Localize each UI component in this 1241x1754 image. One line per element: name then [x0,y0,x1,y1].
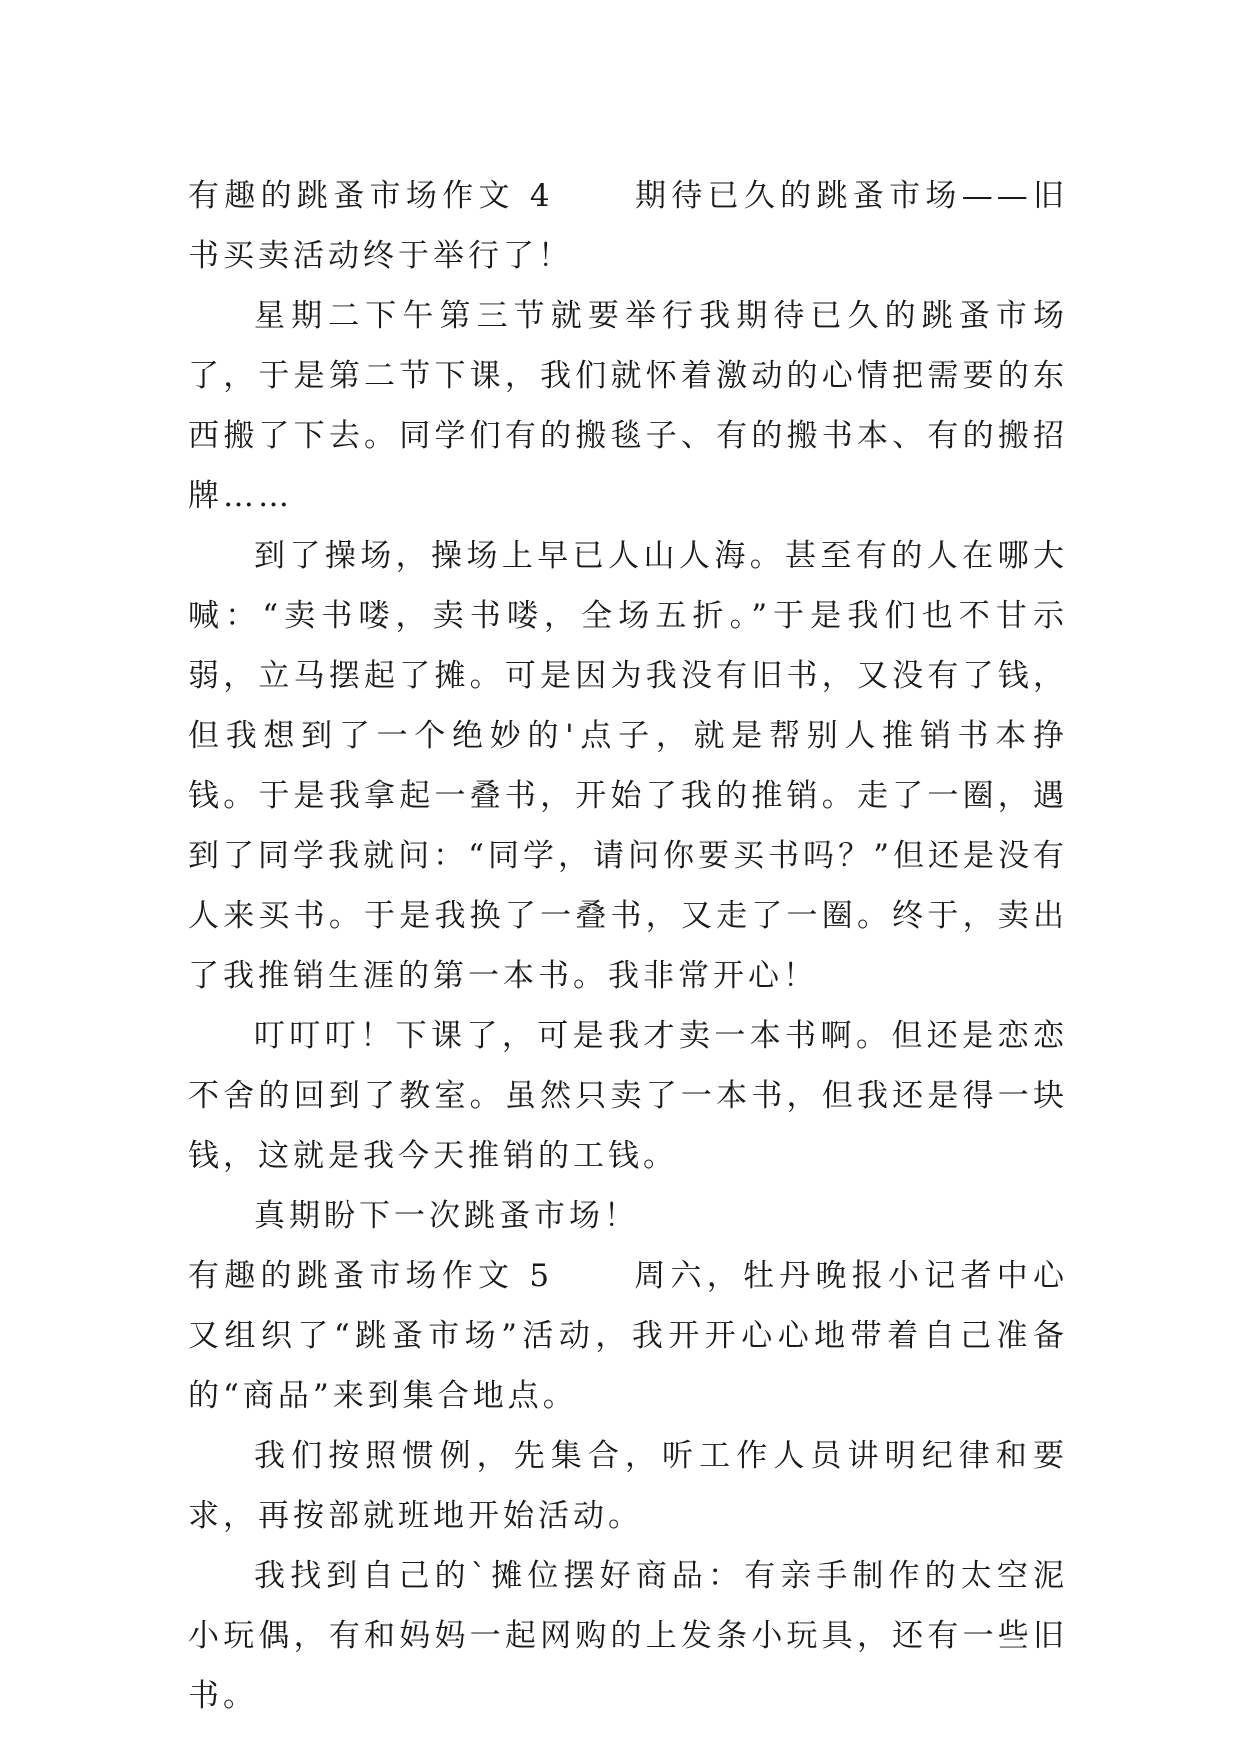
article-4-intro: 期待已久的跳蚤市场——旧书买卖活动终于举行了！ [188,178,1069,274]
article-5-intro: 周六，牡丹晚报小记者中心又组织了“跳蚤市场”活动，我开开心心地带着自己准备的“商品”来到集合地点。 [188,1258,1069,1414]
article-4-paragraph-3: 叮叮叮！下课了，可是我才卖一本书啊。但还是恋恋不舍的回到了教室。虽然只卖了一本书，但我还是得一块钱，这就是我今天推销的工钱。 [188,1018,1068,1174]
article-4-title: 有趣的跳蚤市场作文 4 [188,178,554,214]
article-4-paragraph-2: 到了操场，操场上早已人山人海。甚至有的人在哪大喊：“卖书喽，卖书喽，全场五折。”于是我们也不甘示弱，立马摆起了摊。可是因为我没有旧书，又没有了钱，但我想到了一个绝妙的'点子，就是帮别人推销书本挣钱。于是我拿起一叠书，开始了我的推销。走了一圈，遇到了同学我就问：“同学，请问你要买书吗？”但还是没有人来买书。于是我换了一叠书，又走了一圈。终于，卖出了我推销生涯的第一本书。我非常开心！ [188,538,1068,994]
article-5-paragraph-1: 我们按照惯例，先集合，听工作人员讲明纪律和要求，再按部就班地开始活动。 [188,1438,1068,1534]
article-5-title: 有趣的跳蚤市场作文 5 [188,1258,554,1294]
article-5-heading [188,1246,1068,1426]
article-4-paragraph-4: 真期盼下一次跳蚤市场！ [254,1198,639,1234]
article-5-paragraph-2: 我找到自己的`摊位摆好商品：有亲手制作的太空泥小玩偶，有和妈妈一起网购的上发条小玩具，还有一些旧书。 [188,1558,1068,1714]
article-4-paragraph-1: 星期二下午第三节就要举行我期待已久的跳蚤市场了，于是第二节下课，我们就怀着激动的心情把需要的东西搬了下去。同学们有的搬毯子、有的搬书本、有的搬招牌…… [188,298,1068,514]
document-body [188,166,1068,1726]
article-4-heading [188,166,1068,286]
